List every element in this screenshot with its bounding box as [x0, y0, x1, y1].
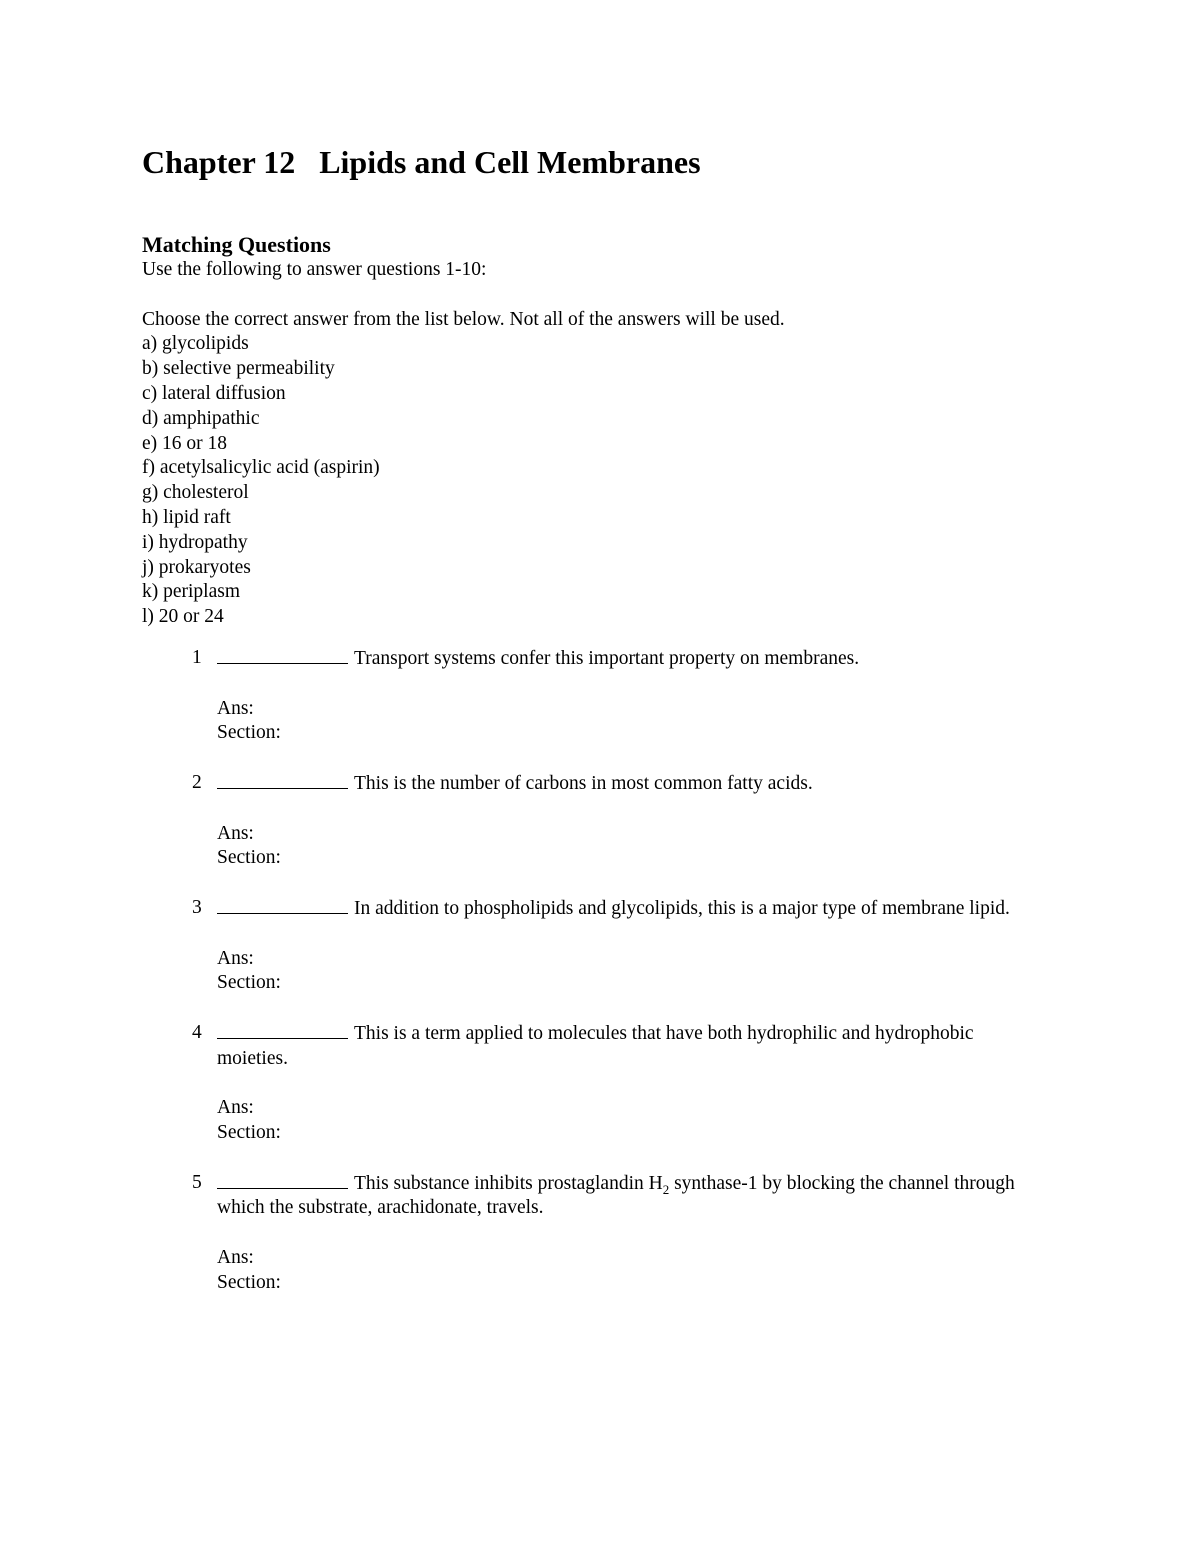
choice-item: d) amphipathic [142, 407, 260, 429]
question-number: 3 [192, 896, 202, 918]
answer-blank[interactable] [217, 896, 348, 914]
ans-label: Ans: [217, 822, 254, 844]
section-label: Section: [217, 847, 281, 869]
question-item [142, 771, 1062, 871]
ans-label: Ans: [217, 1247, 254, 1269]
answer-blank[interactable] [217, 1021, 348, 1039]
choice-item: k) periplasm [142, 581, 241, 603]
question-item [142, 646, 1062, 746]
choice-item: g) cholesterol [142, 482, 249, 504]
document-page [142, 142, 1062, 1320]
choice-item: i) hydropathy [142, 531, 248, 553]
ans-label: Ans: [217, 697, 254, 719]
question-number: 1 [192, 646, 202, 668]
choice-item: h) lipid raft [142, 506, 231, 528]
answer-block [217, 822, 1062, 872]
section-label: Section: [217, 1122, 281, 1144]
section-label: Section: [217, 722, 281, 744]
choice-item: c) lateral diffusion [142, 382, 286, 404]
section-label: Section: [217, 972, 281, 994]
question-number: 4 [192, 1021, 202, 1043]
question-item [142, 896, 1062, 996]
question-text: This is the number of carbons in most common fatty acids. [217, 771, 1047, 797]
use-following-line: Use the following to answer questions 1-10: [142, 259, 487, 280]
choice-item: j) prokaryotes [142, 556, 251, 578]
choice-item: f) acetylsalicylic acid (aspirin) [142, 457, 380, 479]
question-number: 5 [192, 1171, 202, 1193]
chapter-title: Chapter 12 Lipids and Cell Membranes [142, 144, 701, 180]
choice-item: e) 16 or 18 [142, 432, 228, 454]
questions-list [142, 646, 1062, 1296]
choice-item: b) selective permeability [142, 358, 335, 380]
question-text: This is a term applied to molecules that have both hydrophilic and hydrophobic moieties. [217, 1022, 974, 1069]
question-number: 2 [192, 771, 202, 793]
answer-blank[interactable] [217, 1171, 348, 1189]
answer-block [217, 1246, 1062, 1296]
ans-label: Ans: [217, 947, 254, 969]
question-text: Transport systems confer this important property on membranes. [217, 646, 1047, 672]
instructions-line: Choose the correct answer from the list below. Not all of the answers will be used. [142, 308, 785, 330]
choice-item: a) glycolipids [142, 333, 249, 355]
answer-block [217, 697, 1062, 747]
question-item [142, 1171, 1062, 1296]
section-heading: Matching Questions [142, 232, 331, 257]
question-text: In addition to phospholipids and glycolipids, this is a major type of membrane lipid. [217, 896, 1047, 922]
answer-blank[interactable] [217, 771, 348, 789]
question-text: This substance inhibits prostaglandin $H_2$ synthase-1 by blocking the channel through which the substrate, arachidonate, travels. [217, 1172, 1015, 1219]
answer-block [217, 947, 1062, 997]
section-label: Section: [217, 1271, 281, 1293]
answer-blank[interactable] [217, 646, 348, 664]
answer-block [217, 1096, 1062, 1146]
answer-choices-list [142, 332, 1062, 630]
choice-item: l) 20 or 24 [142, 606, 224, 628]
question-item [142, 1021, 1062, 1146]
ans-label: Ans: [217, 1097, 254, 1119]
